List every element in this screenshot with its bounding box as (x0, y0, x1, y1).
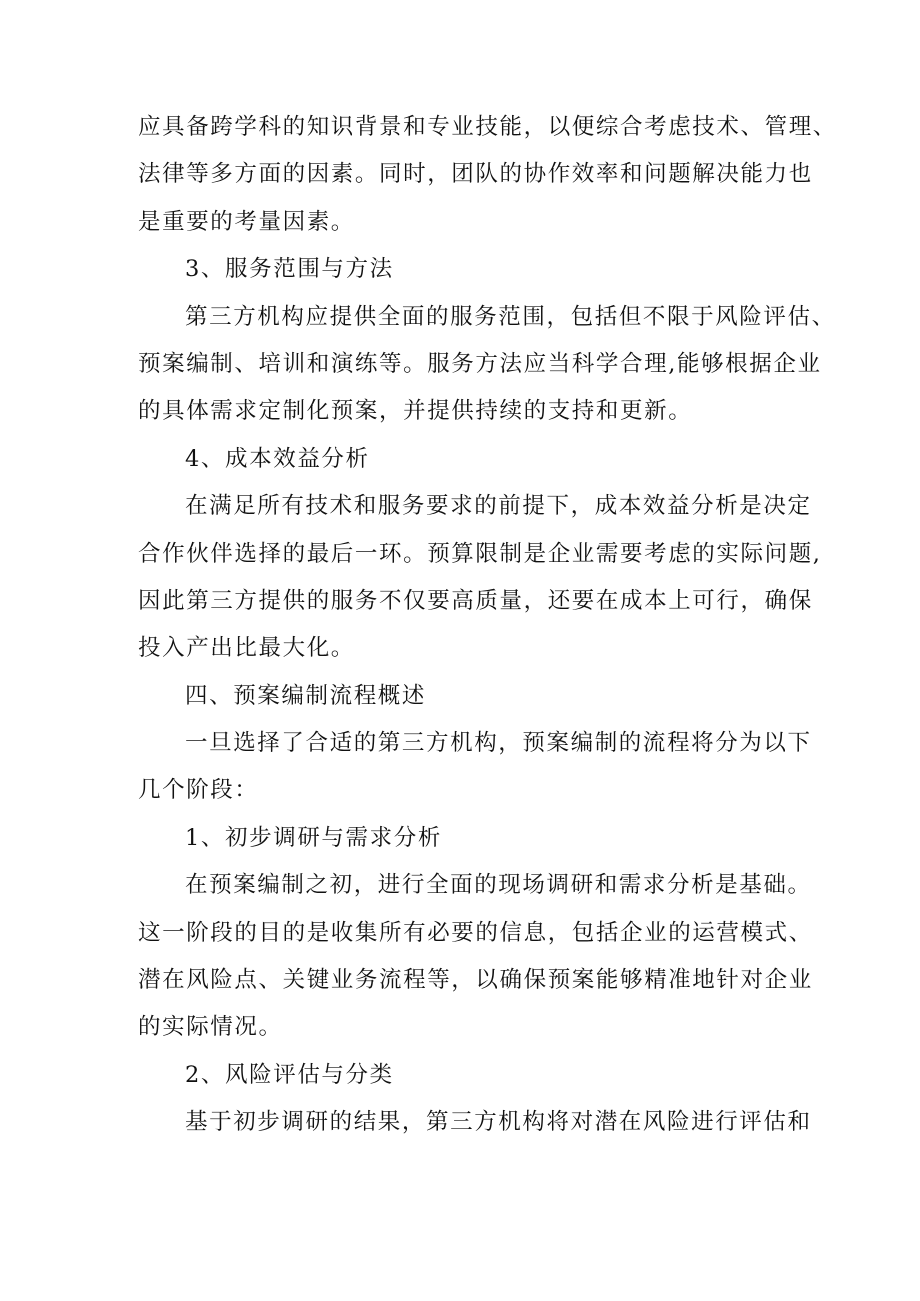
text-line: 因此第三方提供的服务不仅要高质量，还要在成本上可行，确保 (138, 587, 813, 614)
text-line: 基于初步调研的结果，第三方机构将对潜在风险进行评估和 (185, 1109, 812, 1136)
section-heading: 4、成本效益分析 (185, 445, 370, 472)
text-line: 预案编制、培训和演练等。服务方法应当科学合理,能够根据企业 (138, 350, 822, 377)
text-line: 法律等多方面的因素。同时，团队的协作效率和问题解决能力也 (138, 161, 813, 188)
text-line: 几个阶段： (138, 777, 259, 804)
document-body (138, 104, 837, 1147)
text-line: 的实际情况。 (138, 1014, 283, 1041)
text-line: 的具体需求定制化预案，并提供持续的支持和更新。 (138, 398, 693, 425)
text-line: 这一阶段的目的是收集所有必要的信息，包括企业的运营模式、 (138, 919, 813, 946)
text-line: 合作伙伴选择的最后一环。预算限制是企业需要考虑的实际问题, (138, 540, 822, 567)
section-heading: 2、风险评估与分类 (185, 1061, 394, 1088)
text-line: 在预案编制之初，进行全面的现场调研和需求分析是基础。 (185, 872, 812, 899)
text-line: 在满足所有技术和服务要求的前提下，成本效益分析是决定 (185, 493, 812, 520)
section-heading: 1、初步调研与需求分析 (185, 824, 442, 851)
text-line: 是重要的考量因素。 (138, 208, 355, 235)
text-line: 应具备跨学科的知识背景和专业技能，以便综合考虑技术、管理、 (138, 114, 837, 140)
text-line: 一旦选择了合适的第三方机构，预案编制的流程将分为以下 (185, 730, 812, 757)
section-heading: 四、预案编制流程概述 (185, 682, 427, 709)
text-line: 投入产出比最大化。 (138, 635, 355, 662)
text-line: 潜在风险点、关键业务流程等，以确保预案能够精准地针对企业 (138, 967, 813, 994)
text-line: 第三方机构应提供全面的服务范围，包括但不限于风险评估、 (185, 303, 836, 330)
section-heading: 3、服务范围与方法 (185, 256, 394, 283)
